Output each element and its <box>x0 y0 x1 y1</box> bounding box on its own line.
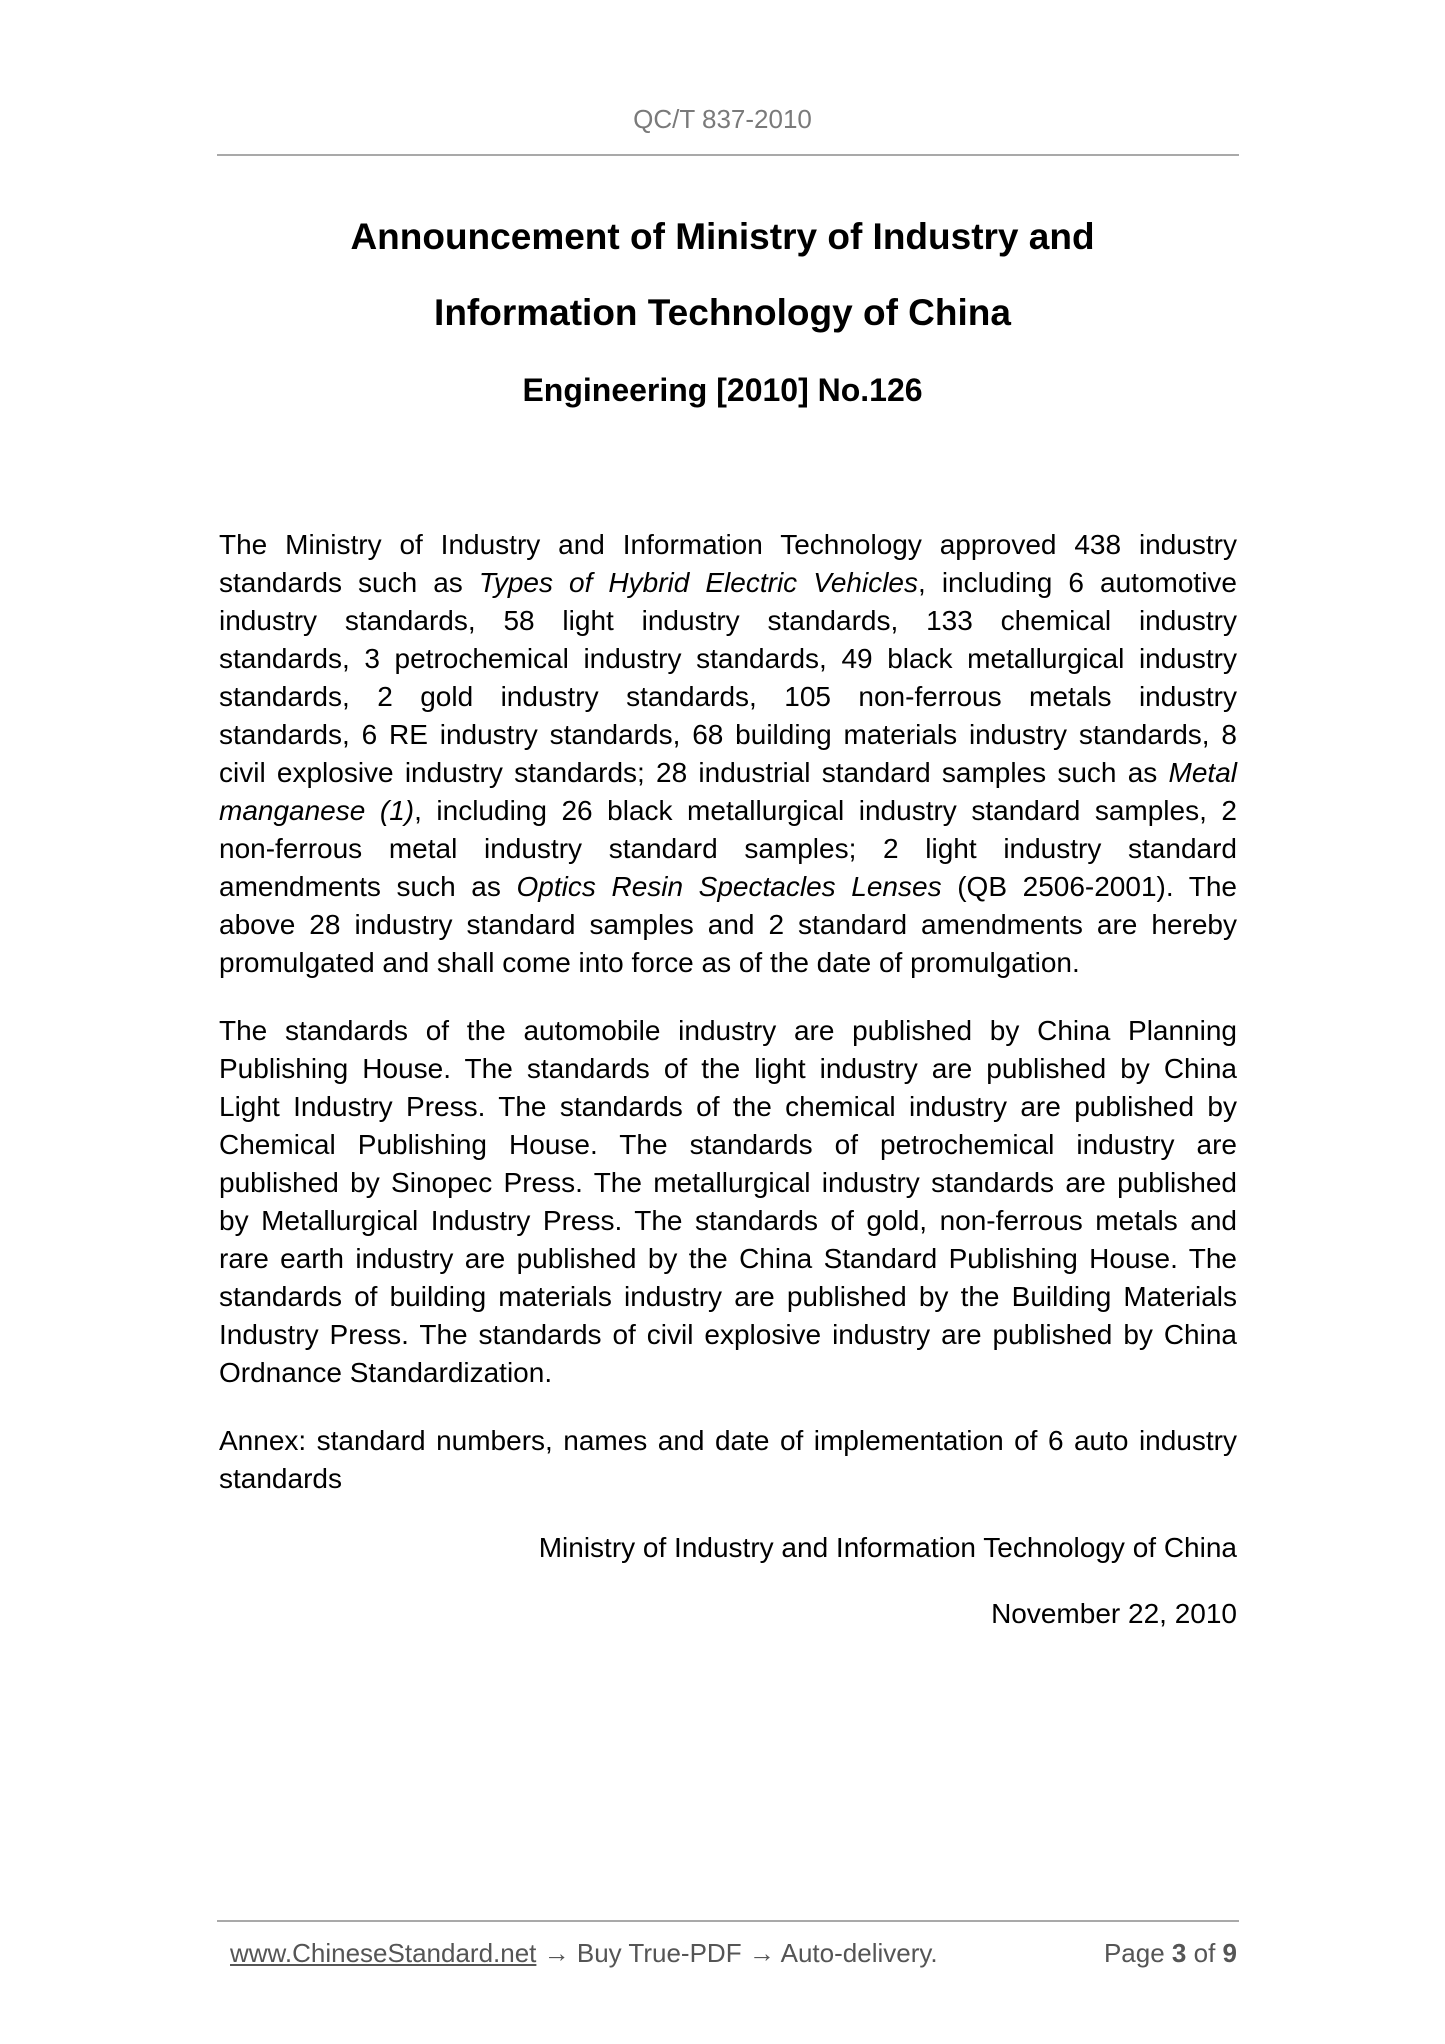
text-segment: , including 26 black metallurgical industry standard samples, 2 <box>414 795 1237 826</box>
text-segment: The Ministry of Industry and Information Technology approved 438 industry <box>219 529 1237 560</box>
text-segment: above 28 industry standard samples and 2 standard amendments are hereby <box>219 909 1237 940</box>
text-segment: Publishing House. The standards of the light industry are published by China <box>219 1053 1237 1084</box>
text-segment: , including 6 automotive <box>918 567 1237 598</box>
text-line <box>219 716 1237 754</box>
title-line-2: Information Technology of China <box>434 292 1011 333</box>
text-line <box>219 1354 1237 1392</box>
text-segment: promulgated and shall come into force as of the date of promulgation. <box>219 947 1080 978</box>
text-segment: standards <box>219 1463 342 1494</box>
italic-title-text: Metal <box>1168 757 1237 788</box>
text-segment: standards, 6 RE industry standards, 68 building materials industry standards, 8 <box>219 719 1237 750</box>
text-segment: amendments such as <box>219 871 517 902</box>
text-line <box>219 602 1237 640</box>
text-line <box>219 678 1237 716</box>
text-line <box>219 1164 1237 1202</box>
header-divider <box>217 154 1239 156</box>
text-line <box>219 830 1237 868</box>
text-line <box>219 1012 1237 1050</box>
buy-pdf-text: Buy True-PDF <box>576 1938 742 1968</box>
auto-delivery-text: Auto-delivery. <box>780 1938 938 1968</box>
text-segment: standards, 3 petrochemical industry standards, 49 black metallurgical industry <box>219 643 1237 674</box>
text-segment: (QB 2506-2001). The <box>941 871 1238 902</box>
of-word: of <box>1193 1938 1216 1968</box>
text-line <box>219 1422 1237 1460</box>
text-line <box>219 906 1237 944</box>
text-line <box>219 944 1237 982</box>
page-word: Page <box>1103 1938 1165 1968</box>
text-line <box>219 1202 1237 1240</box>
text-segment: published by Sinopec Press. The metallurgical industry standards are published <box>219 1167 1237 1198</box>
text-line <box>219 1460 1237 1498</box>
text-segment: The standards of the automobile industry are published by China Planning <box>219 1015 1237 1046</box>
text-line <box>219 564 1237 602</box>
text-line <box>219 1050 1237 1088</box>
announcement-number: Engineering [2010] No.126 <box>522 372 923 408</box>
signature-organization: Ministry of Industry and Information Technology of China <box>538 1532 1237 1563</box>
signature-date: November 22, 2010 <box>991 1598 1237 1629</box>
italic-title-text: Types of Hybrid Electric Vehicles <box>478 567 919 598</box>
paragraph <box>219 526 1237 982</box>
text-line <box>219 640 1237 678</box>
footer-divider <box>217 1920 1239 1922</box>
text-segment: civil explosive industry standards; 28 industrial standard samples such as <box>219 757 1169 788</box>
text-segment: Ordnance Standardization. <box>219 1357 553 1388</box>
page-total: 9 <box>1222 1938 1237 1968</box>
text-segment: industry standards, 58 light industry standards, 133 chemical industry <box>219 605 1237 636</box>
page-indicator <box>1104 1938 1237 1969</box>
text-line <box>219 1088 1237 1126</box>
text-segment: standards, 2 gold industry standards, 105 non-ferrous metals industry <box>219 681 1237 712</box>
text-segment: non-ferrous metal industry standard samples; 2 light industry standard <box>219 833 1237 864</box>
text-line <box>219 1126 1237 1164</box>
text-segment: standards such as <box>219 567 479 598</box>
document-body <box>219 526 1237 1528</box>
text-line <box>219 754 1237 792</box>
text-line <box>219 1316 1237 1354</box>
text-line <box>219 1240 1237 1278</box>
arrow-right-icon: → <box>748 1938 775 1968</box>
text-line <box>219 526 1237 564</box>
text-segment: Annex: standard numbers, names and date of implementation of 6 auto industry <box>219 1425 1237 1456</box>
website-link[interactable]: www.ChineseStandard.net <box>230 1938 537 1968</box>
paragraph <box>219 1012 1237 1392</box>
italic-title-text: Optics Resin Spectacles Lenses <box>516 871 942 902</box>
arrow-right-icon: → <box>543 1938 570 1968</box>
paragraph <box>219 1422 1237 1498</box>
text-segment: Chemical Publishing House. The standards of petrochemical industry are <box>219 1129 1237 1160</box>
text-segment: Industry Press. The standards of civil explosive industry are published by China <box>219 1319 1237 1350</box>
text-segment: standards of building materials industry are published by the Building Materials <box>219 1281 1237 1312</box>
italic-title-text: manganese (1) <box>219 795 415 826</box>
text-segment: by Metallurgical Industry Press. The standards of gold, non-ferrous metals and <box>219 1205 1237 1236</box>
footer <box>230 1938 1237 1969</box>
page-current: 3 <box>1171 1938 1187 1968</box>
text-line <box>219 868 1237 906</box>
document-code-header: QC/T 837-2010 <box>633 104 812 134</box>
text-line <box>219 792 1237 830</box>
text-line <box>219 1278 1237 1316</box>
text-segment: Light Industry Press. The standards of the chemical industry are published by <box>219 1091 1237 1122</box>
text-segment: rare earth industry are published by the China Standard Publishing House. The <box>219 1243 1237 1274</box>
title-line-1: Announcement of Ministry of Industry and <box>350 216 1095 257</box>
